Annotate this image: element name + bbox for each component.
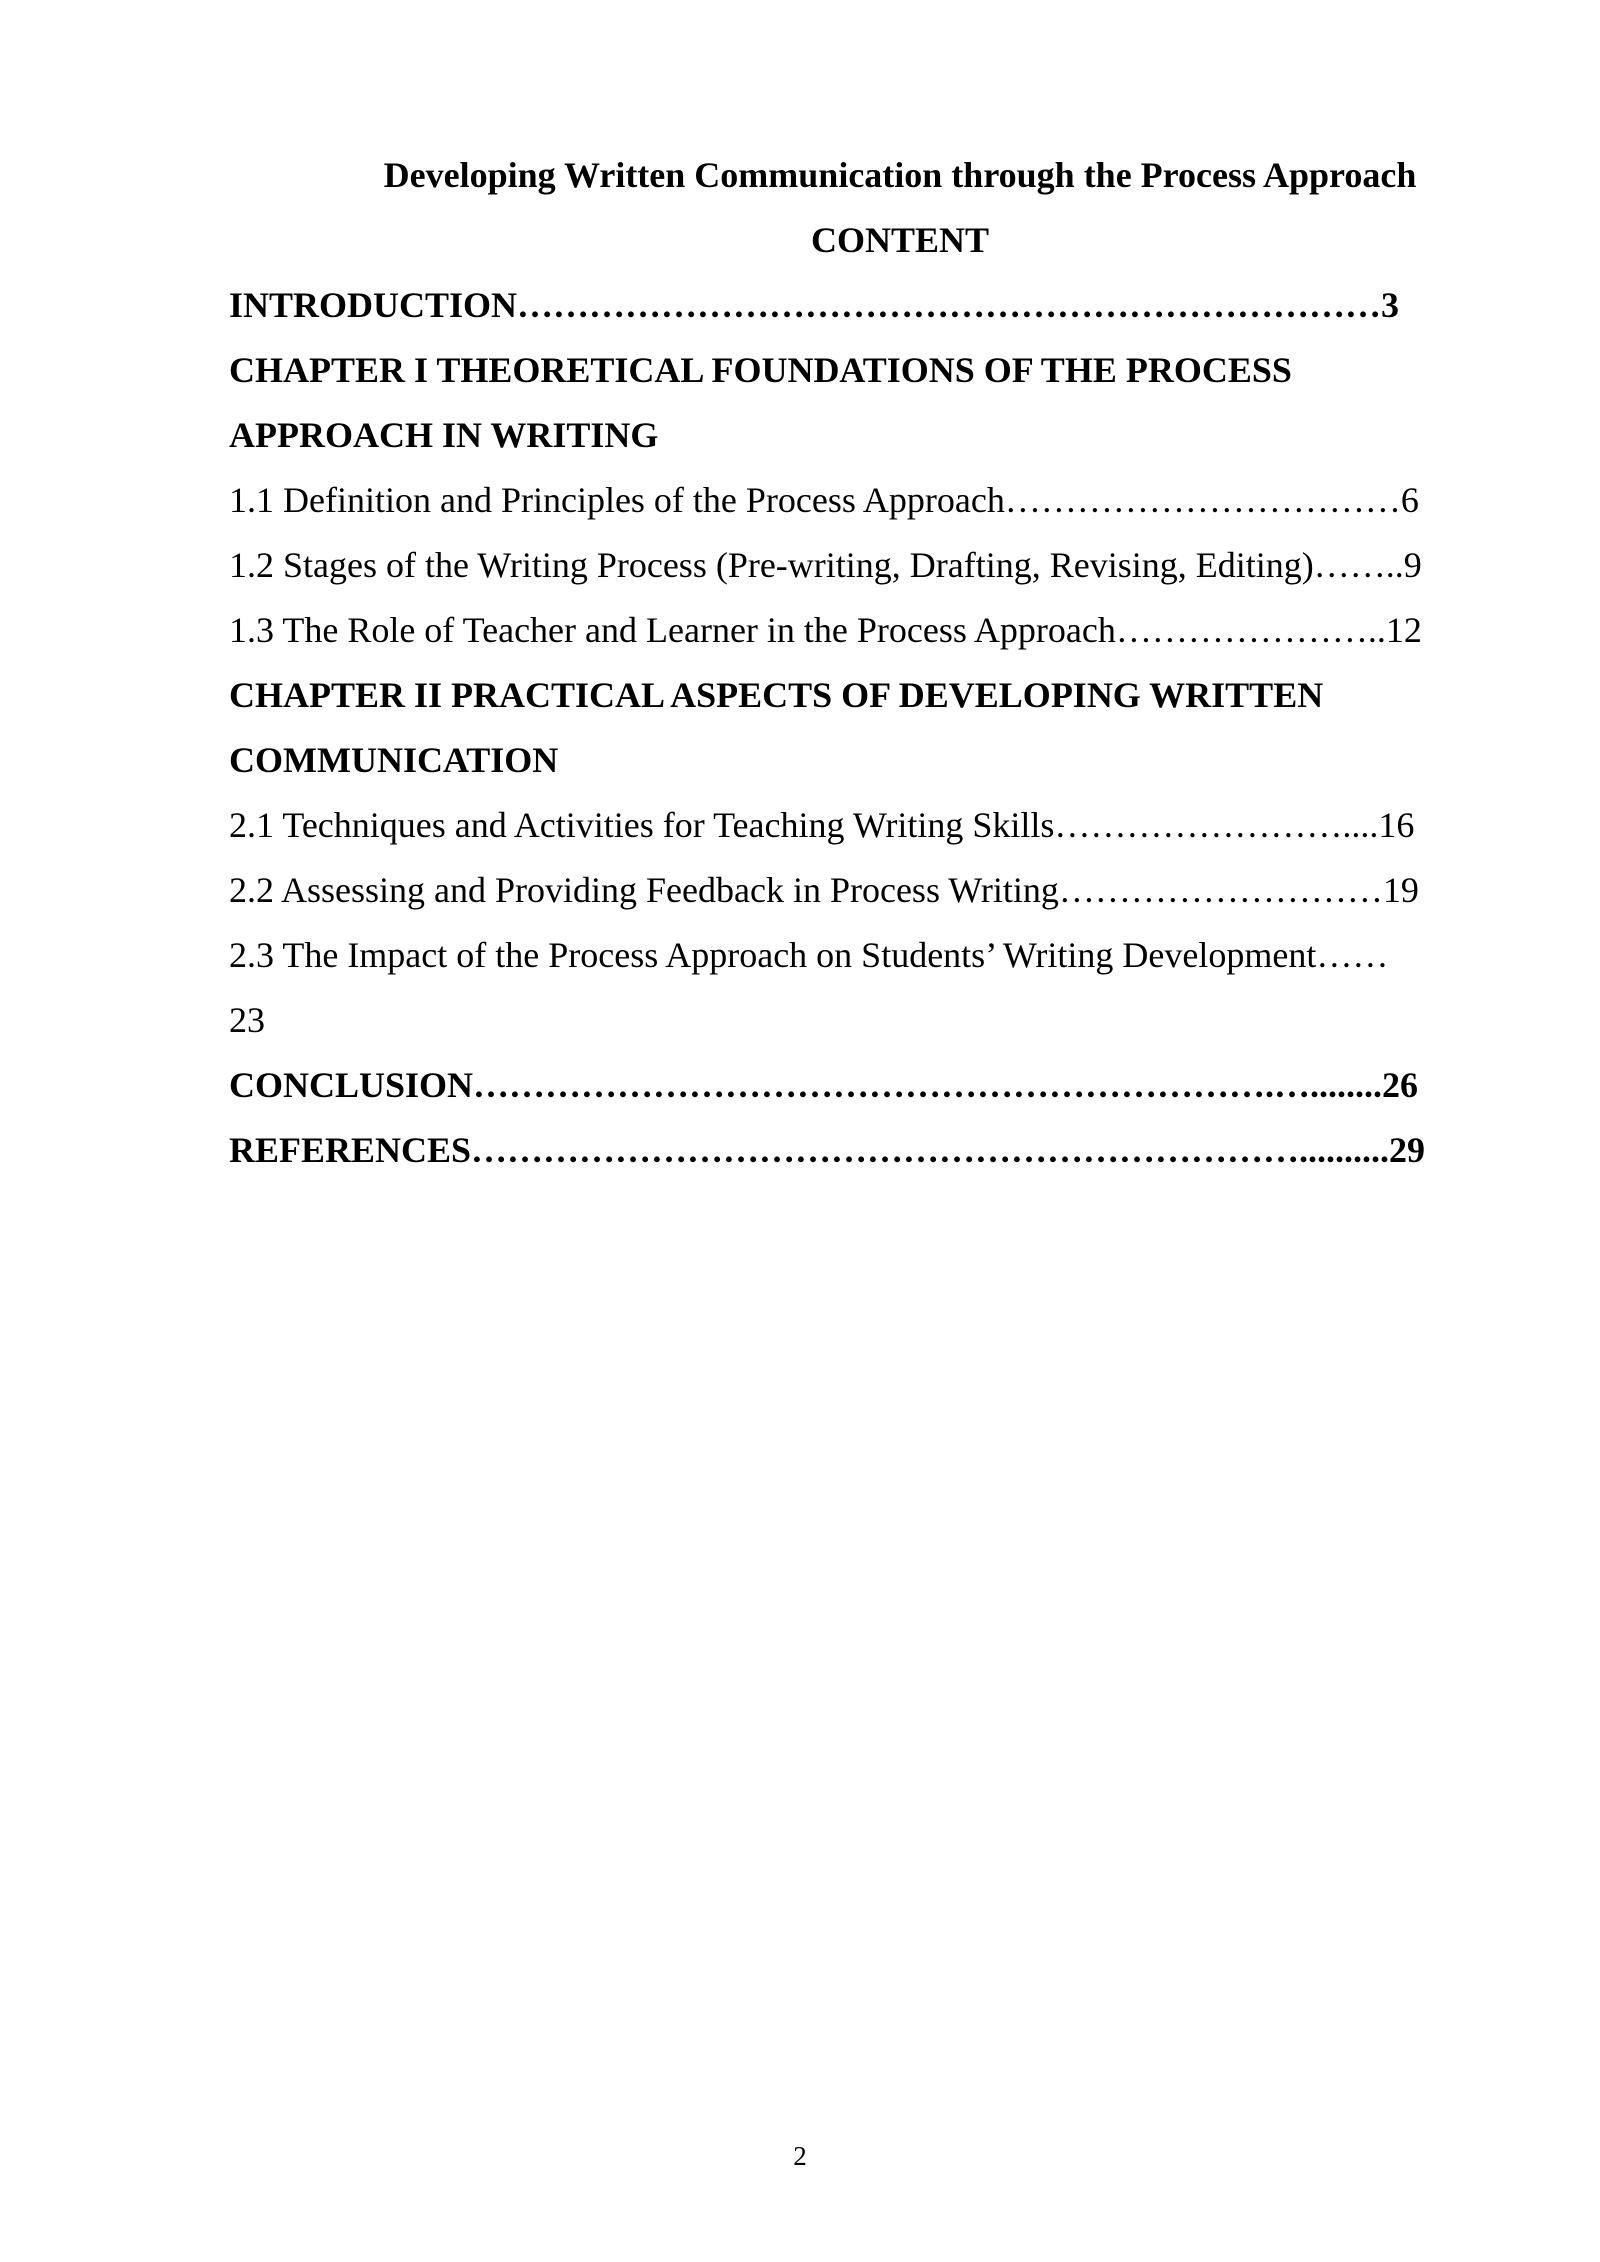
toc-entry-chapter-2-line-1: CHAPTER II PRACTICAL ASPECTS OF DEVELOPING WRITTEN bbox=[229, 675, 1324, 715]
toc-entry-section-2-1: 2.1 Techniques and Activities for Teaching Writing Skills……………………....16 bbox=[229, 805, 1415, 845]
toc-entry-section-1-1: 1.1 Definition and Principles of the Process Approach……………………………6 bbox=[229, 480, 1419, 520]
toc-entry-section-1-3: 1.3 The Role of Teacher and Learner in the Process Approach…………………..12 bbox=[229, 610, 1422, 650]
toc-entry-chapter-1-line-1: CHAPTER I THEORETICAL FOUNDATIONS OF THE PROCESS bbox=[229, 350, 1292, 390]
page-number: 2 bbox=[793, 2141, 807, 2171]
toc-entry-section-1-2: 1.2 Stages of the Writing Process (Pre-writing, Drafting, Revising, Editing)……..9 bbox=[229, 545, 1422, 585]
content-heading: CONTENT bbox=[810, 220, 990, 260]
toc-entry-chapter-2-line-2: COMMUNICATION bbox=[229, 740, 559, 780]
toc-entry-section-2-3: 2.3 The Impact of the Process Approach on Students’ Writing Development…… bbox=[229, 935, 1389, 975]
toc-entry-chapter-1-line-2: APPROACH IN WRITING bbox=[229, 415, 659, 455]
toc-entry-introduction: INTRODUCTION………………………………………………………………3 bbox=[229, 285, 1400, 325]
toc-entry-section-2-3-page: 23 bbox=[229, 1000, 265, 1040]
toc-entry-conclusion: CONCLUSION………………………………………………………….…........26 bbox=[229, 1065, 1419, 1105]
document-title: Developing Written Communication through the Process Approach bbox=[383, 155, 1417, 195]
toc-entry-section-2-2: 2.2 Assessing and Providing Feedback in Process Writing………………………19 bbox=[229, 870, 1419, 910]
toc-content bbox=[229, 143, 1491, 1183]
toc-entry-references: REFERENCES……………………………………………………………..........29 bbox=[229, 1130, 1426, 1170]
